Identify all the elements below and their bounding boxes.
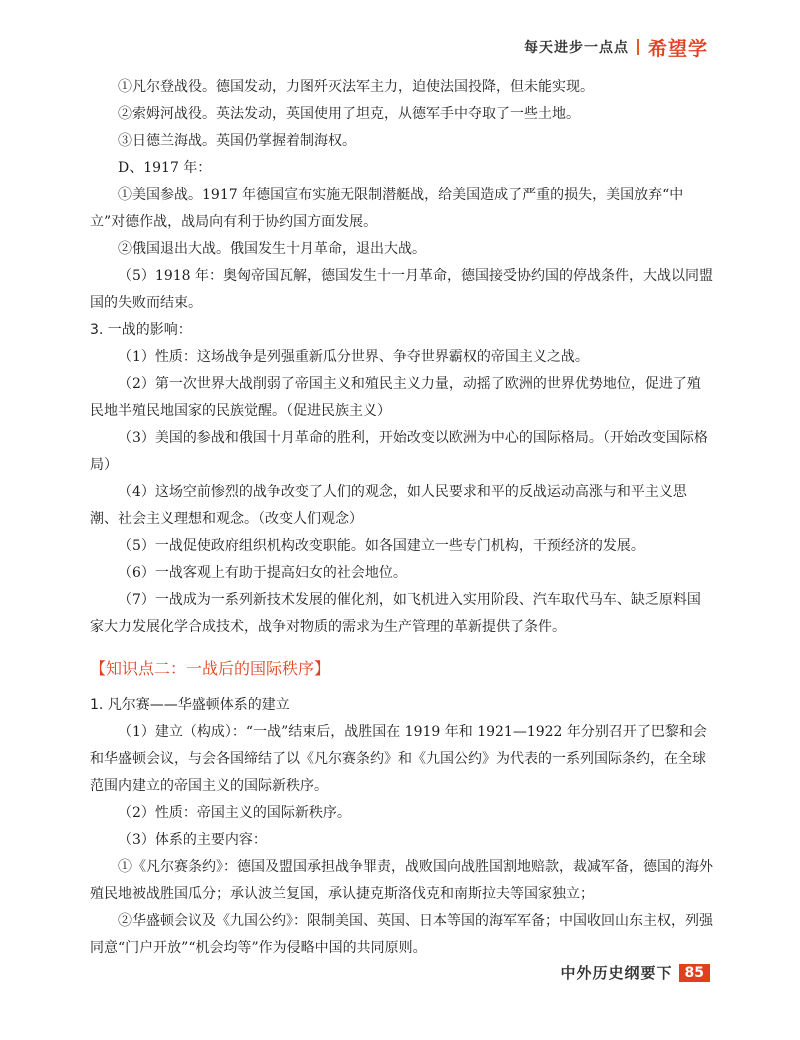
- brand-logo: 希望学: [647, 37, 708, 60]
- paragraph: （4）这场空前惨烈的战争改变了人们的观念，如人民要求和平的反战运动高涨与和平主义思潮、社会主义理想和观念。（改变人们观念）: [90, 484, 687, 527]
- paragraph: （6）一战客观上有助于提高妇女的社会地位。: [118, 565, 407, 581]
- paragraph: （1）性质：这场战争是列强重新瓜分世界、争夺世界霸权的帝国主义之战。: [118, 349, 589, 365]
- page-footer: [561, 962, 711, 983]
- paragraph: ①《凡尔赛条约》：德国及盟国承担战争罪责，战败国向战胜国割地赔款，裁减军备，德国的海外殖民地被战胜国瓜分；承认波兰复国，承认捷克斯洛伐克和南斯拉夫等国家独立；: [90, 859, 713, 902]
- paragraph: （1）建立（构成）：“一战”结束后，战胜国在 1919 年和 1921—1922 年分别召开了巴黎和会和华盛顿会议，与会各国缔结了以《凡尔赛条约》和《九国公约》为代表的一系列国际条约，在全球范围内建立的帝国主义的国际新秩序。: [90, 724, 707, 794]
- page-header: [524, 34, 708, 60]
- section-title: 【知识点二：一战后的国际秩序】: [90, 659, 331, 678]
- book-title: 中外历史纲要下: [560, 964, 673, 982]
- paragraph: （5）一战促使政府组织机构改变职能。如各国建立一些专门机构，干预经济的发展。: [118, 538, 645, 554]
- paragraph: （2）第一次世界大战削弱了帝国主义和殖民主义力量，动摇了欧洲的世界优势地位，促进了殖民地半殖民地国家的民族觉醒。（促进民族主义）: [90, 376, 701, 419]
- paragraph: （3）体系的主要内容：: [118, 832, 267, 848]
- paragraph: ①美国参战。1917 年德国宣布实施无限制潜艇战，给美国造成了严重的损失，美国放弃“中立”对德作战，战局向有利于协约国方面发展。: [90, 187, 684, 230]
- paragraph: （7）一战成为一系列新技术发展的催化剂，如飞机进入实用阶段、汽车取代马车、缺乏原料国家大力发展化学合成技术，战争对物质的需求为生产管理的革新提供了条件。: [90, 592, 701, 635]
- paragraph: （2）性质：帝国主义的国际新秩序。: [118, 805, 351, 821]
- page-body: [90, 74, 714, 962]
- page-number: 85: [679, 964, 710, 982]
- header-separator: [637, 39, 639, 55]
- subheading: 1. 凡尔赛——华盛顿体系的建立: [90, 697, 290, 713]
- paragraph: D、1917 年：: [118, 160, 212, 176]
- paragraph: ③日德兰海战。英国仍掌握着制海权。: [118, 133, 356, 149]
- paragraph: （3）美国的参战和俄国十月革命的胜利，开始改变以欧洲为中心的国际格局。（开始改变国际格局）: [90, 430, 708, 473]
- header-slogan: 每天进步一点点: [523, 40, 629, 56]
- paragraph: ②俄国退出大战。俄国发生十月革命，退出大战。: [118, 241, 426, 257]
- paragraph: ①凡尔登战役。德国发动，力图歼灭法军主力，迫使法国投降，但未能实现。: [118, 79, 594, 95]
- paragraph: ②华盛顿会议及《九国公约》：限制美国、英国、日本等国的海军军备；中国收回山东主权，列强同意“门户开放”“机会均等”作为侵略中国的共同原则。: [90, 913, 713, 956]
- subheading: 3. 一战的影响：: [90, 322, 192, 338]
- paragraph: ②索姆河战役。英法发动，英国使用了坦克，从德军手中夺取了一些土地。: [118, 106, 580, 122]
- paragraph: （5）1918 年：奥匈帝国瓦解，德国发生十一月革命，德国接受协约国的停战条件，大战以同盟国的失败而结束。: [90, 268, 713, 311]
